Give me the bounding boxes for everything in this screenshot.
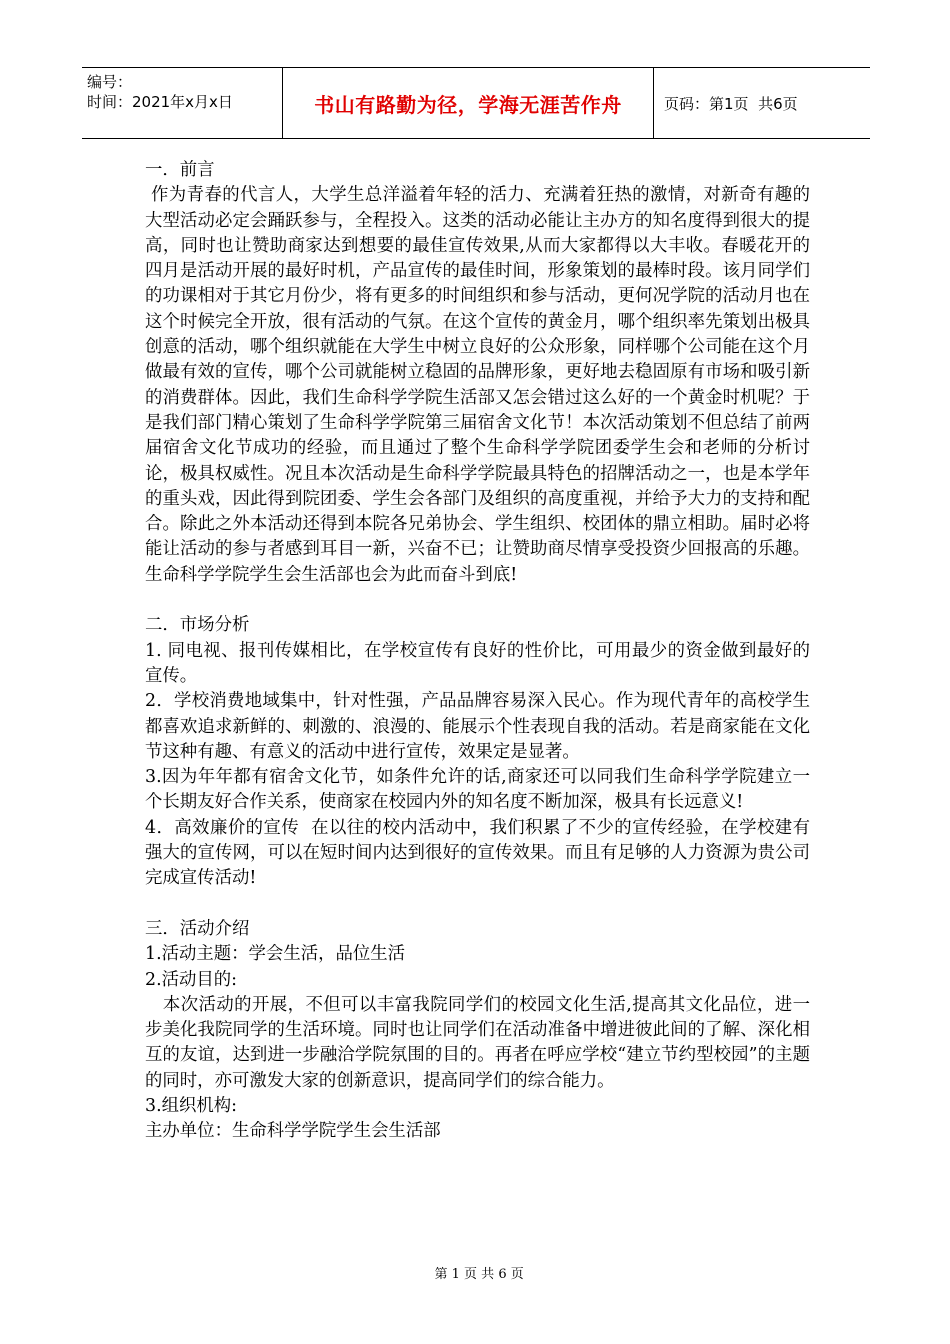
document-body: [145, 158, 810, 1145]
body-paragraph: 作为青春的代言人，大学生总洋溢着年轻的活力、充满着狂热的激情，对新奇有趣的大型活动必定会踊跃参与，全程投入。这类的活动必能让主办方的知名度得到很大的提高，同时也让赞助商家达到想要的最佳宣传效果,从而大家都得以大丰收。春暖花开的四月是活动开展的最好时机，产品宣传的最佳时间，形象策划的最棒时段。该月同学们的功课相对于其它月份少，将有更多的时间组织和参与活动，更何况学院的活动月也在这个时候完全开放，很有活动的气氛。在这个宣传的黄金月，哪个组织率先策划出极具创意的活动，哪个组织就能在大学生中树立良好的公众形象，同样哪个公司能在这个月做最有效的宣传，哪个公司就能树立稳固的品牌形象，更好地去稳固原有市场和吸引新的消费群体。因此，我们生命科学学院生活部又怎会错过这么好的一个黄金时机呢？于是我们部门精心策划了生命科学学院第三届宿舍文化节！本次活动策划不但总结了前两届宿舍文化节成功的经验，而且通过了整个生命科学学院团委学生会和老师的分析讨论，极具权威性。况且本次活动是生命科学学院最具特色的招牌活动之一，也是本学年的重头戏，因此得到院团委、学生会各部门及组织的高度重视，并给予大力的支持和配合。除此之外本活动还得到本院各兄弟协会、学生组织、校团体的鼎立相助。届时必将能让活动的参与者感到耳目一新，兴奋不已；让赞助商尽情享受投资少回报高的乐趣。生命科学学院学生会生活部也会为此而奋斗到底!: [145, 185, 810, 585]
header-left-cell: [82, 68, 282, 138]
page-header: [82, 67, 870, 139]
section-heading: 三．活动介绍: [145, 918, 250, 939]
document-date: 时间：2021年x月x日: [87, 93, 233, 111]
header-page-info: 页码：第1页 共6页: [664, 94, 798, 113]
body-paragraph: 2．学校消费地域集中，针对性强，产品品牌容易深入民心。作为现代青年的高校学生都喜欢追求新鲜的、刺激的、浪漫的、能展示个性表现自我的活动。若是商家能在文化节这种有趣、有意义的活动中进行宣传，效果定是显著。: [145, 691, 810, 762]
body-paragraph: 1. 同电视、报刊传媒相比，在学校宣传有良好的性价比，可用最少的资金做到最好的宣传。: [145, 640, 810, 686]
document-number-label: 编号：: [87, 73, 133, 91]
section-spacer: [145, 588, 810, 613]
page-footer: [0, 1248, 950, 1282]
header-motto-cell: [282, 68, 654, 138]
header-page-info-cell: [654, 68, 870, 138]
section-heading: 二．市场分析: [145, 615, 250, 636]
body-paragraph: 主办单位：生命科学学院学生会生活部: [145, 1121, 441, 1142]
body-paragraph: 2.活动目的:: [145, 969, 238, 990]
body-paragraph: 1.活动主题：学会生活，品位生活: [145, 944, 406, 965]
header-motto: 书山有路勤为径，学海无涯苦作舟: [314, 92, 622, 117]
body-paragraph: 本次活动的开展，不但可以丰富我院同学们的校园文化生活,提高其文化品位，进一步美化我院同学的生活环境。同时也让同学们在活动准备中增进彼此间的了解、深化相互的友谊，达到进一步融洽学院氛围的目的。再者在呼应学校“建立节约型校园”的主题的同时，亦可激发大家的创新意识，提高同学们的综合能力。: [145, 994, 810, 1091]
body-paragraph: 3.因为年年都有宿舍文化节，如条件允许的话,商家还可以同我们生命科学学院建立一个长期友好合作关系，使商家在校园内外的知名度不断加深，极具有长远意义!: [145, 767, 810, 813]
body-paragraph: 4．高效廉价的宣传 在以往的校内活动中，我们积累了不少的宣传经验，在学校建有强大的宣传网，可以在短时间内达到很好的宣传效果。而且有足够的人力资源为贵公司完成宣传活动!: [145, 817, 810, 889]
section-heading: 一．前言: [145, 160, 215, 180]
body-paragraph: 3.组织机构:: [145, 1095, 238, 1116]
section-spacer: [145, 892, 810, 917]
footer-page-number: 第 1 页 共 6 页: [434, 1267, 524, 1282]
